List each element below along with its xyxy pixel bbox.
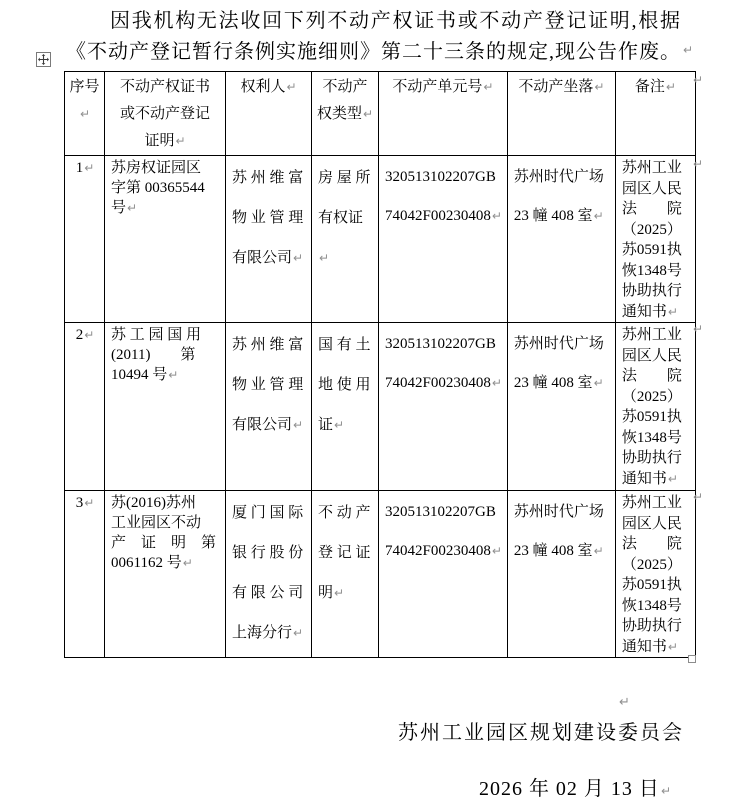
paragraph-mark-icon: ↵ (84, 328, 95, 342)
header-cell-remark[interactable] (615, 72, 695, 156)
cell-line: 协助执行 (621, 618, 682, 634)
cell-line: 权利人↵ (240, 79, 297, 95)
certificate-cell[interactable] (105, 491, 226, 658)
cell-line: 1↵ (75, 160, 95, 176)
paragraph-mark-icon: ↵ (286, 80, 297, 94)
paragraph-mark-icon: ↵ (483, 80, 494, 94)
cell-line: 园区人民 (621, 515, 682, 532)
cell-line: 恢1348号 (621, 429, 682, 446)
paragraph-mark-icon: ↵ (683, 43, 694, 57)
cell-line: 序号↵ (69, 79, 100, 121)
paragraph-mark-icon: ↵ (293, 626, 304, 640)
paragraph-mark-icon: ↵ (667, 304, 678, 319)
footer-date-text: 2026 年 02 月 13 日 (478, 778, 660, 800)
paragraph-mark-icon: ↵ (334, 586, 345, 600)
intro-line-1: 因我机构无法收回下列不动产权证书或不动产登记证明,根据 (110, 10, 680, 32)
paragraph-mark-icon: ↵ (660, 784, 672, 798)
intro-paragraph[interactable] (66, 6, 680, 68)
move-cross-arrows-icon (38, 54, 49, 65)
paragraph-mark-icon: ↵ (667, 471, 678, 486)
empty-paragraph-mark: ↵ (619, 695, 630, 710)
cell-line: 房 屋 所 (318, 170, 371, 186)
cell-line: 74042F00230408↵ (385, 375, 502, 391)
cell-line: 法 院 (621, 536, 682, 552)
cell-line: 苏 工 园 国 用 (111, 327, 202, 343)
holder-cell[interactable] (226, 156, 312, 323)
cell-line: 有权证↵ (318, 210, 364, 265)
cell-line: 或不动产登记 (119, 106, 210, 122)
cell-line: 物 业 管 理 (232, 210, 304, 226)
cell-line: 苏州工业 (621, 495, 682, 511)
cell-line: 产 证 明 第 (111, 535, 217, 551)
cell-line: 协助执行 (621, 283, 682, 299)
unit-number-cell[interactable] (379, 156, 508, 323)
paragraph-mark-icon: ↵ (593, 209, 604, 223)
header-cell-right-type[interactable] (312, 72, 379, 156)
cell-line: (2011) 第 (111, 347, 196, 363)
cell-line: 苏0591执 (621, 409, 682, 425)
table-row (65, 156, 696, 323)
paragraph-mark-icon: ↵ (168, 368, 179, 382)
cell-line: 3↵ (75, 495, 95, 511)
paragraph-mark-icon: ↵ (175, 134, 186, 148)
cell-line: 苏房权证园区 (111, 160, 202, 176)
cell-line: 苏 州 维 富 (232, 337, 304, 353)
holder-cell[interactable] (226, 491, 312, 658)
paragraph-mark-icon: ↵ (491, 376, 502, 390)
cell-line: 法 院 (621, 201, 682, 217)
unit-number-cell[interactable] (379, 323, 508, 491)
paragraph-mark-icon: ↵ (491, 544, 502, 558)
cell-line: 320513102207GB (385, 336, 496, 352)
footer-organization[interactable]: 苏州工业园区规划建设委员会 (398, 722, 684, 744)
cell-line: 有限公司↵ (232, 250, 304, 266)
paragraph-mark-icon: ↵ (84, 496, 95, 510)
paragraph-mark-icon: ↵ (593, 376, 604, 390)
location-cell[interactable] (507, 323, 615, 491)
cell-line: 0061162 号↵ (111, 555, 193, 571)
right-type-cell[interactable] (312, 323, 379, 491)
row-end-paragraph-mark: ↵ (693, 322, 704, 336)
cell-line: 苏州时代广场 (513, 504, 604, 520)
paragraph-mark-icon: ↵ (593, 544, 604, 558)
table-header (65, 72, 696, 156)
cell-line: 不动产 (322, 79, 368, 95)
row-end-paragraph-mark: ↵ (693, 490, 704, 504)
cell-line: 不动产单元号↵ (392, 79, 494, 95)
table-body (65, 156, 696, 658)
cell-line: 不 动 产 (318, 505, 371, 521)
header-cell-location[interactable] (507, 72, 615, 156)
cell-line: 23 幢 408 室↵ (513, 375, 604, 391)
cell-line: 23 幢 408 室↵ (513, 543, 604, 559)
remark-cell[interactable] (615, 491, 695, 658)
cell-line: （2025） (621, 221, 682, 238)
paragraph-mark-icon: ↵ (594, 80, 605, 94)
cell-line: 苏0591执 (621, 577, 682, 593)
cell-line: 园区人民 (621, 347, 682, 364)
table-move-handle-icon[interactable] (36, 52, 51, 67)
cell-line: 通知书↵ (621, 470, 678, 487)
cell-line: 2↵ (75, 327, 95, 343)
cell-line: 320513102207GB (385, 169, 496, 185)
cell-line: 74042F00230408↵ (385, 208, 502, 224)
paragraph-mark-icon: ↵ (293, 251, 304, 265)
cell-line: 厦 门 国 际 (232, 505, 304, 521)
paragraph-mark-icon: ↵ (84, 161, 95, 175)
cell-line: 银 行 股 份 (232, 545, 304, 561)
header-cell-unit-number[interactable] (379, 72, 508, 156)
cell-line: （2025） (621, 556, 682, 573)
serial-cell[interactable] (65, 156, 105, 323)
paragraph-mark-icon: ↵ (667, 639, 678, 654)
paragraph-mark-icon: ↵ (79, 107, 91, 121)
cell-line: 明↵ (318, 585, 345, 601)
paragraph-mark-icon: ↵ (665, 80, 676, 94)
cell-line: 23 幢 408 室↵ (513, 208, 604, 224)
certificate-cell[interactable] (105, 323, 226, 491)
paragraph-mark-icon: ↵ (319, 251, 330, 265)
certificate-cell[interactable] (105, 156, 226, 323)
location-cell[interactable] (507, 491, 615, 658)
cell-line: 证↵ (318, 417, 345, 433)
header-cell-holder[interactable] (226, 72, 312, 156)
cell-line: 号↵ (111, 200, 138, 216)
header-cell-certificate[interactable] (105, 72, 226, 156)
right-type-cell[interactable] (312, 491, 379, 658)
cell-line: 协助执行 (621, 450, 682, 466)
cell-line: 不动产坐落↵ (518, 79, 605, 95)
row-end-paragraph-mark: ↵ (693, 73, 704, 87)
right-type-cell[interactable] (312, 156, 379, 323)
cell-line: 权类型↵ (316, 106, 374, 122)
cell-line: 苏0591执 (621, 242, 682, 258)
cell-line: 有 限 公 司 (232, 585, 304, 601)
cell-line: 通知书↵ (621, 638, 678, 655)
cell-line: 物 业 管 理 (232, 377, 304, 393)
paragraph-mark-icon: ↵ (127, 201, 138, 215)
cell-line: 地 使 用 (318, 377, 371, 393)
cell-line: 苏 州 维 富 (232, 170, 304, 186)
row-end-paragraph-mark: ↵ (693, 157, 704, 171)
cell-line: 工业园区不动 (111, 515, 202, 531)
header-cell-serial[interactable] (65, 72, 105, 156)
cell-line: 法 院 (621, 368, 682, 384)
cell-line: 备注↵ (634, 79, 676, 95)
cell-line: 上海分行↵ (232, 625, 304, 641)
table-row (65, 491, 696, 658)
unit-number-cell[interactable] (379, 491, 508, 658)
cell-line: 登 记 证 (318, 545, 371, 561)
cell-line: 恢1348号 (621, 262, 682, 279)
cell-line: （2025） (621, 388, 682, 405)
cell-line: 苏州时代广场 (513, 169, 604, 185)
cell-line: 不动产权证书 (119, 79, 210, 95)
serial-cell[interactable] (65, 491, 105, 658)
cell-line: 10494 号↵ (111, 367, 179, 383)
cell-line: 320513102207GB (385, 504, 496, 520)
cell-line: 苏州工业 (621, 160, 682, 176)
paragraph-mark-icon: ↵ (334, 418, 345, 432)
location-cell[interactable] (507, 156, 615, 323)
serial-cell[interactable] (65, 323, 105, 491)
intro-line-2: 《不动产登记暂行条例实施细则》第二十三条的规定,现公告作废。 (66, 41, 680, 63)
footer-date[interactable] (467, 749, 672, 801)
holder-cell[interactable] (226, 323, 312, 491)
cell-line: 苏州时代广场 (513, 336, 604, 352)
cell-line: 恢1348号 (621, 597, 682, 614)
paragraph-mark-icon: ↵ (362, 107, 374, 121)
paragraph-mark-icon: ↵ (293, 418, 304, 432)
cell-line: 苏(2016)苏州 (111, 495, 196, 511)
cell-line: 国 有 土 (318, 337, 371, 353)
cell-line: 74042F00230408↵ (385, 543, 502, 559)
notice-table (64, 71, 696, 658)
paragraph-mark-icon: ↵ (182, 556, 193, 570)
paragraph-mark-icon: ↵ (491, 209, 502, 223)
cell-line: 苏州工业 (621, 327, 682, 343)
cell-line: 证明↵ (144, 133, 186, 149)
table-resize-handle[interactable] (688, 655, 696, 663)
cell-line: 字第 00365544 (111, 180, 205, 196)
remark-cell[interactable] (615, 156, 695, 323)
cell-line: 园区人民 (621, 180, 682, 197)
cell-line: 通知书↵ (621, 303, 678, 320)
table-row (65, 323, 696, 491)
cell-line: 有限公司↵ (232, 417, 304, 433)
remark-cell[interactable] (615, 323, 695, 491)
